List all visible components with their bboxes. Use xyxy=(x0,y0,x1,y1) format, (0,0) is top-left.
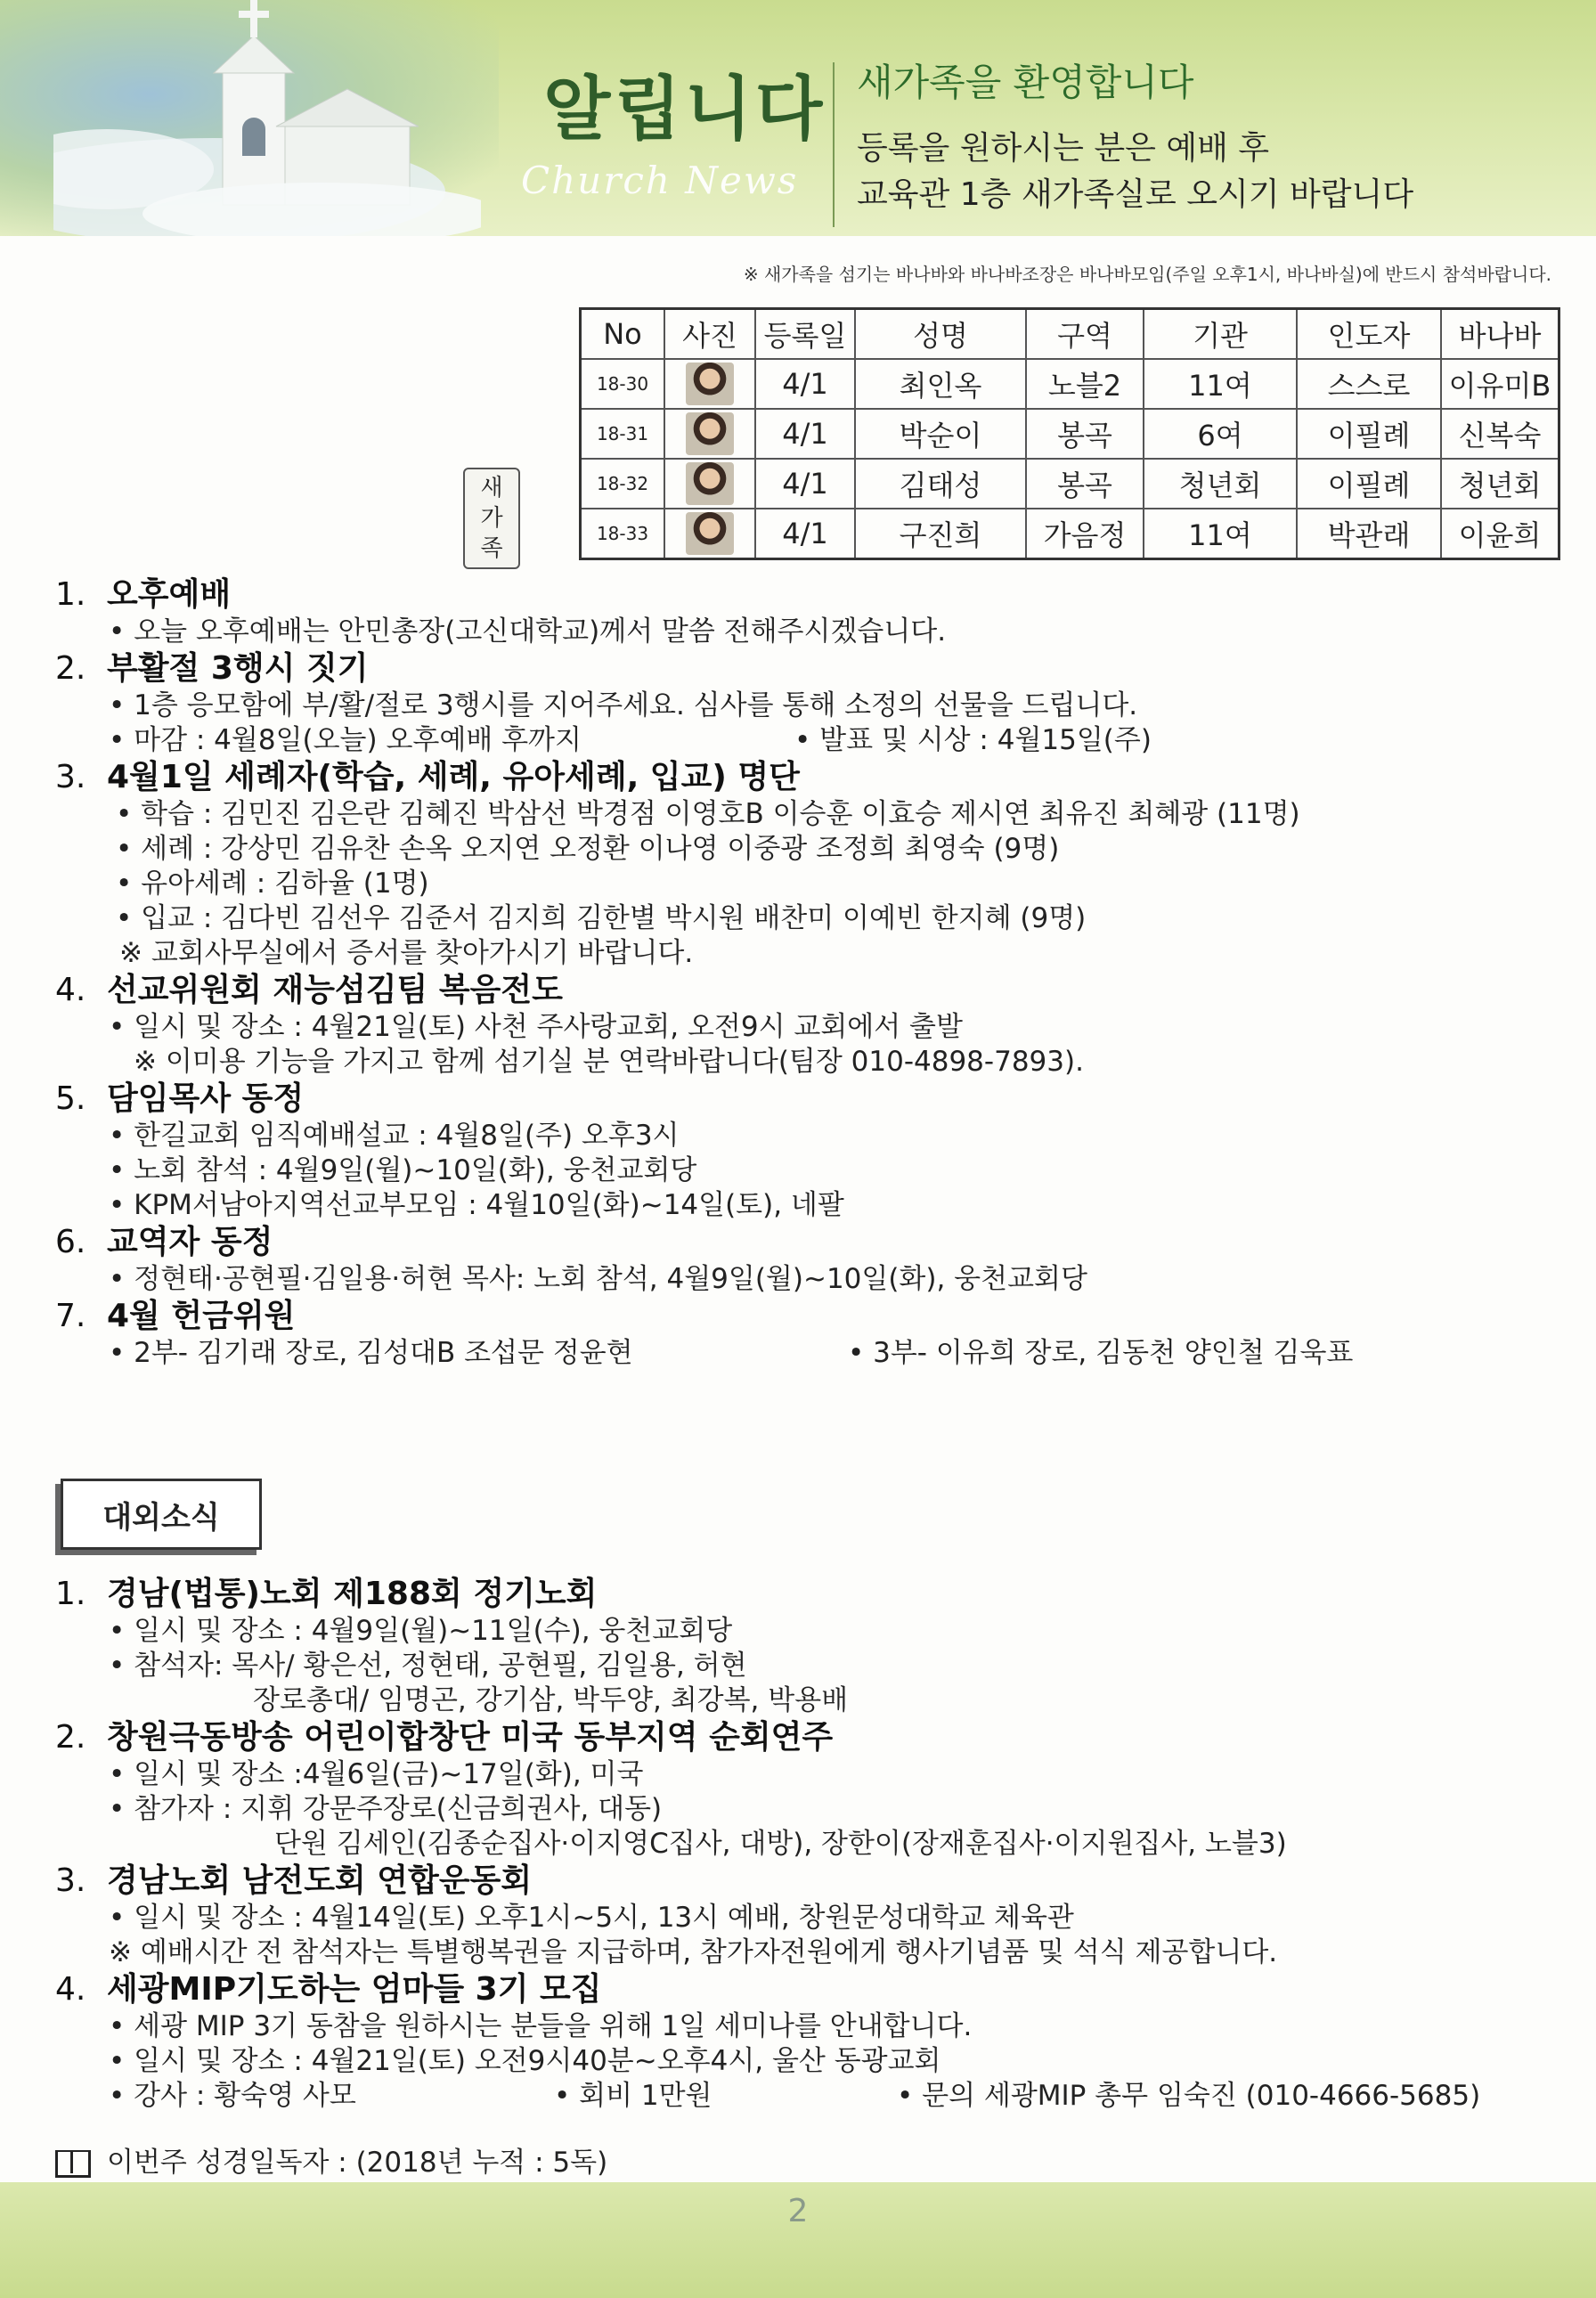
book-icon xyxy=(55,2150,91,2178)
notice-number: 2. xyxy=(55,650,86,687)
notice-number: 3. xyxy=(55,759,86,795)
page-title: 알립니다 xyxy=(543,69,826,150)
cell-date: 4/1 xyxy=(755,459,855,509)
column-header-leader: 인도자 xyxy=(1297,309,1441,360)
cell-name: 구진희 xyxy=(855,509,1026,559)
cell-barnabas: 청년회 xyxy=(1441,459,1559,509)
cell-photo xyxy=(664,409,755,459)
notice-number: 6. xyxy=(55,1224,86,1260)
barnabas-note: ※ 새가족을 섬기는 바나바와 바나바조장은 바나바모임(주일 오후1시, 바나바실)에 반드시 참석바랍니다. xyxy=(743,264,1551,285)
notice-title: 오후예배 xyxy=(107,576,232,613)
table-row xyxy=(581,359,1559,409)
notice-heading xyxy=(55,575,1569,615)
page-number: 2 xyxy=(787,2193,809,2229)
cell-district: 봉곡 xyxy=(1026,409,1144,459)
notice-item xyxy=(55,1297,1569,1371)
notice-line: • 정현태·공현필·김일용·허현 목사: 노회 참석, 4월9일(월)~10일(화), 웅천교회당 xyxy=(109,1263,1087,1295)
offering-2nd-service: • 2부- 김기래 장로, 김성대B 조섭문 정윤현 xyxy=(109,1337,633,1369)
external-title: 경남(법통)노회 제188회 정기노회 xyxy=(107,1576,598,1612)
cell-name: 최인옥 xyxy=(855,359,1026,409)
external-line: 장로총대/ 임명곤, 강기삼, 박두양, 최강복, 박용배 xyxy=(253,1684,849,1716)
notice-title: 담임목사 동정 xyxy=(107,1080,305,1117)
new-family-tag-char: 새 xyxy=(480,475,503,501)
speaker-text: • 강사 : 황숙영 사모 xyxy=(109,2080,356,2112)
notice-line: • 노회 참석 : 4월9일(월)~10일(화), 웅천교회당 xyxy=(109,1154,697,1186)
member-photo xyxy=(686,512,734,555)
external-heading xyxy=(55,1862,1569,1901)
notice-line: • 학습 : 김민진 김은란 김혜진 박삼선 박경점 이영호B 이승훈 이효승 제시연 최유진 최혜광 (11명) xyxy=(116,798,1300,830)
cell-date: 4/1 xyxy=(755,359,855,409)
cell-no: 18-31 xyxy=(581,409,665,459)
deadline-text: • 마감 : 4월8일(오늘) 오후예배 후까지 xyxy=(109,724,582,756)
external-number: 1. xyxy=(55,1576,86,1612)
cell-photo xyxy=(664,509,755,559)
member-photo xyxy=(686,363,734,405)
cell-organization: 11여 xyxy=(1144,509,1297,559)
welcome-heading: 새가족을 환영합니다 xyxy=(857,61,1194,104)
notice-heading xyxy=(55,758,1569,797)
new-family-tag xyxy=(463,468,520,569)
external-title: 경남노회 남전도회 연합운동회 xyxy=(107,1862,533,1899)
cell-photo xyxy=(664,459,755,509)
notice-line: • 유아세례 : 김하율 (1명) xyxy=(116,868,429,900)
external-line: ※ 예배시간 전 참석자는 특별행복권을 지급하며, 참가자전원에게 행사기념품 및 석식 제공합니다. xyxy=(109,1936,1278,1968)
new-family-table xyxy=(579,307,1560,560)
column-header-barnabas: 바나바 xyxy=(1441,309,1559,360)
notice-item xyxy=(55,758,1569,971)
cell-district: 가음정 xyxy=(1026,509,1144,559)
external-item xyxy=(55,1718,1569,1862)
column-header-no: No xyxy=(581,309,665,360)
notice-heading xyxy=(55,971,1569,1010)
offering-3rd-service: • 3부- 이유희 장로, 김동천 양인철 김욱표 xyxy=(848,1337,1354,1369)
table-row xyxy=(581,409,1559,459)
notice-item xyxy=(55,575,1569,649)
notice-line: ※ 교회사무실에서 증서를 찾아가시기 바랍니다. xyxy=(119,937,694,969)
external-line: • 일시 및 장소 : 4월9일(월)~11일(수), 웅천교회당 xyxy=(109,1615,733,1647)
cell-barnabas: 신복숙 xyxy=(1441,409,1559,459)
cell-leader: 박관래 xyxy=(1297,509,1441,559)
notice-line xyxy=(55,1336,1569,1371)
column-header-district: 구역 xyxy=(1026,309,1144,360)
notice-title: 선교위원회 재능섬김팀 복음전도 xyxy=(107,972,563,1008)
external-heading xyxy=(55,1718,1569,1757)
external-title: 세광MIP기도하는 엄마들 3기 모집 xyxy=(107,1971,602,2008)
column-header-date: 등록일 xyxy=(755,309,855,360)
bible-reading-line xyxy=(55,2139,607,2180)
cell-leader: 스스로 xyxy=(1297,359,1441,409)
notice-number: 5. xyxy=(55,1080,86,1117)
notice-line: ※ 이미용 기능을 가지고 함께 섬기실 분 연락바랍니다(팀장 010-4898-7893). xyxy=(134,1046,1084,1078)
cell-photo xyxy=(664,359,755,409)
cell-no: 18-33 xyxy=(581,509,665,559)
cell-name: 박순이 xyxy=(855,409,1026,459)
notice-heading xyxy=(55,649,1569,689)
notice-heading xyxy=(55,1297,1569,1336)
cell-name: 김태성 xyxy=(855,459,1026,509)
cell-date: 4/1 xyxy=(755,509,855,559)
external-line: • 일시 및 장소 :4월6일(금)~17일(화), 미국 xyxy=(109,1758,644,1790)
notice-item xyxy=(55,1223,1569,1297)
notice-item xyxy=(55,1080,1569,1223)
cell-organization: 6여 xyxy=(1144,409,1297,459)
cell-barnabas: 이유미B xyxy=(1441,359,1559,409)
external-item xyxy=(55,1970,1569,2114)
external-heading xyxy=(55,1970,1569,2009)
external-line: • 일시 및 장소 : 4월21일(토) 오전9시40분~오후4시, 울산 동광교회 xyxy=(109,2045,941,2077)
cell-organization: 청년회 xyxy=(1144,459,1297,509)
external-line: • 참가자 : 지휘 강문주장로(신금희권사, 대동) xyxy=(109,1793,663,1825)
member-photo xyxy=(686,462,734,505)
notice-line: • 오늘 오후예배는 안민총장(고신대학교)께서 말씀 전해주시겠습니다. xyxy=(109,615,947,648)
column-header-organization: 기관 xyxy=(1144,309,1297,360)
notice-line: • 한길교회 임직예배설교 : 4월8일(주) 오후3시 xyxy=(109,1120,680,1152)
cell-leader: 이필례 xyxy=(1297,409,1441,459)
church-illustration xyxy=(53,0,481,236)
cell-barnabas: 이윤희 xyxy=(1441,509,1559,559)
notice-number: 7. xyxy=(55,1298,86,1334)
cell-district: 봉곡 xyxy=(1026,459,1144,509)
notice-title: 부활절 3행시 짓기 xyxy=(107,650,369,687)
table-row xyxy=(581,459,1559,509)
external-news-list xyxy=(55,1575,1569,2114)
cell-no: 18-30 xyxy=(581,359,665,409)
cell-district: 노블2 xyxy=(1026,359,1144,409)
external-line: • 세광 MIP 3기 동참을 원하시는 분들을 위해 1일 세미나를 안내합니다. xyxy=(109,2010,973,2042)
registration-notice-line1: 등록을 원하시는 분은 예배 후 xyxy=(857,130,1270,167)
external-number: 4. xyxy=(55,1971,86,2008)
table-row xyxy=(581,509,1559,559)
header-divider xyxy=(833,62,835,227)
external-heading xyxy=(55,1575,1569,1614)
cell-leader: 이필례 xyxy=(1297,459,1441,509)
notice-title: 4월1일 세례자(학습, 세례, 유아세례, 입교) 명단 xyxy=(107,759,800,795)
notice-item xyxy=(55,649,1569,758)
table-header-row xyxy=(581,309,1559,360)
new-family-tag-char: 족 xyxy=(480,535,503,562)
fee-text: • 회비 1만원 xyxy=(554,2080,712,2112)
notice-title: 교역자 동정 xyxy=(107,1224,273,1260)
external-line: • 일시 및 장소 : 4월14일(토) 오후1시~5시, 13시 예배, 창원문성대학교 체육관 xyxy=(109,1902,1074,1934)
external-number: 3. xyxy=(55,1862,86,1899)
column-header-name: 성명 xyxy=(855,309,1026,360)
external-line xyxy=(55,2079,1569,2114)
external-line: 단원 김세인(김종순집사·이지영C집사, 대방), 장한이(장재훈집사·이지원집사, 노블3) xyxy=(274,1828,1287,1860)
notice-line: • KPM서남아지역선교부모임 : 4월10일(화)~14일(토), 네팔 xyxy=(109,1189,844,1221)
page-header xyxy=(0,0,1596,236)
notice-heading xyxy=(55,1080,1569,1119)
cell-date: 4/1 xyxy=(755,409,855,459)
notice-item xyxy=(55,971,1569,1080)
notice-line: • 1층 응모함에 부/활/절로 3행시를 지어주세요. 심사를 통해 소정의 선물을 드립니다. xyxy=(109,689,1138,721)
notice-line: • 세례 : 강상민 김유찬 손옥 오지연 오정환 이나영 이중광 조정희 최영숙 (9명) xyxy=(116,833,1060,865)
registration-notice-line2: 교육관 1층 새가족실로 오시기 바랍니다 xyxy=(857,176,1414,213)
bible-reading-text: 이번주 성경일독자 : (2018년 누적 : 5독) xyxy=(107,2147,608,2179)
column-header-photo: 사진 xyxy=(664,309,755,360)
notice-number: 4. xyxy=(55,972,86,1008)
external-title: 창원극동방송 어린이합창단 미국 동부지역 순회연주 xyxy=(107,1719,834,1756)
inquiry-text: • 문의 세광MIP 총무 임숙진 (010-4666-5685) xyxy=(897,2080,1481,2112)
notice-list xyxy=(55,575,1569,1371)
external-item xyxy=(55,1862,1569,1970)
cell-no: 18-32 xyxy=(581,459,665,509)
external-item xyxy=(55,1575,1569,1718)
external-line: • 참석자: 목사/ 황은선, 정현태, 공현필, 김일용, 허현 xyxy=(109,1650,747,1682)
notice-title: 4월 헌금위원 xyxy=(107,1298,296,1334)
notice-heading xyxy=(55,1223,1569,1262)
external-number: 2. xyxy=(55,1719,86,1756)
page-subtitle: Church News xyxy=(521,159,799,202)
cell-organization: 11여 xyxy=(1144,359,1297,409)
notice-line: • 일시 및 장소 : 4월21일(토) 사천 주사랑교회, 오전9시 교회에서 출발 xyxy=(109,1011,963,1043)
notice-number: 1. xyxy=(55,576,86,613)
announcement-text: • 발표 및 시상 : 4월15일(주) xyxy=(794,724,1152,756)
external-news-label: 대외소식 xyxy=(61,1479,262,1550)
new-family-tag-char: 가 xyxy=(480,505,503,532)
member-photo xyxy=(686,412,734,455)
notice-line: • 입교 : 김다빈 김선우 김준서 김지희 김한별 박시원 배찬미 이예빈 한지혜 (9명) xyxy=(116,902,1087,934)
notice-line xyxy=(55,723,1569,758)
